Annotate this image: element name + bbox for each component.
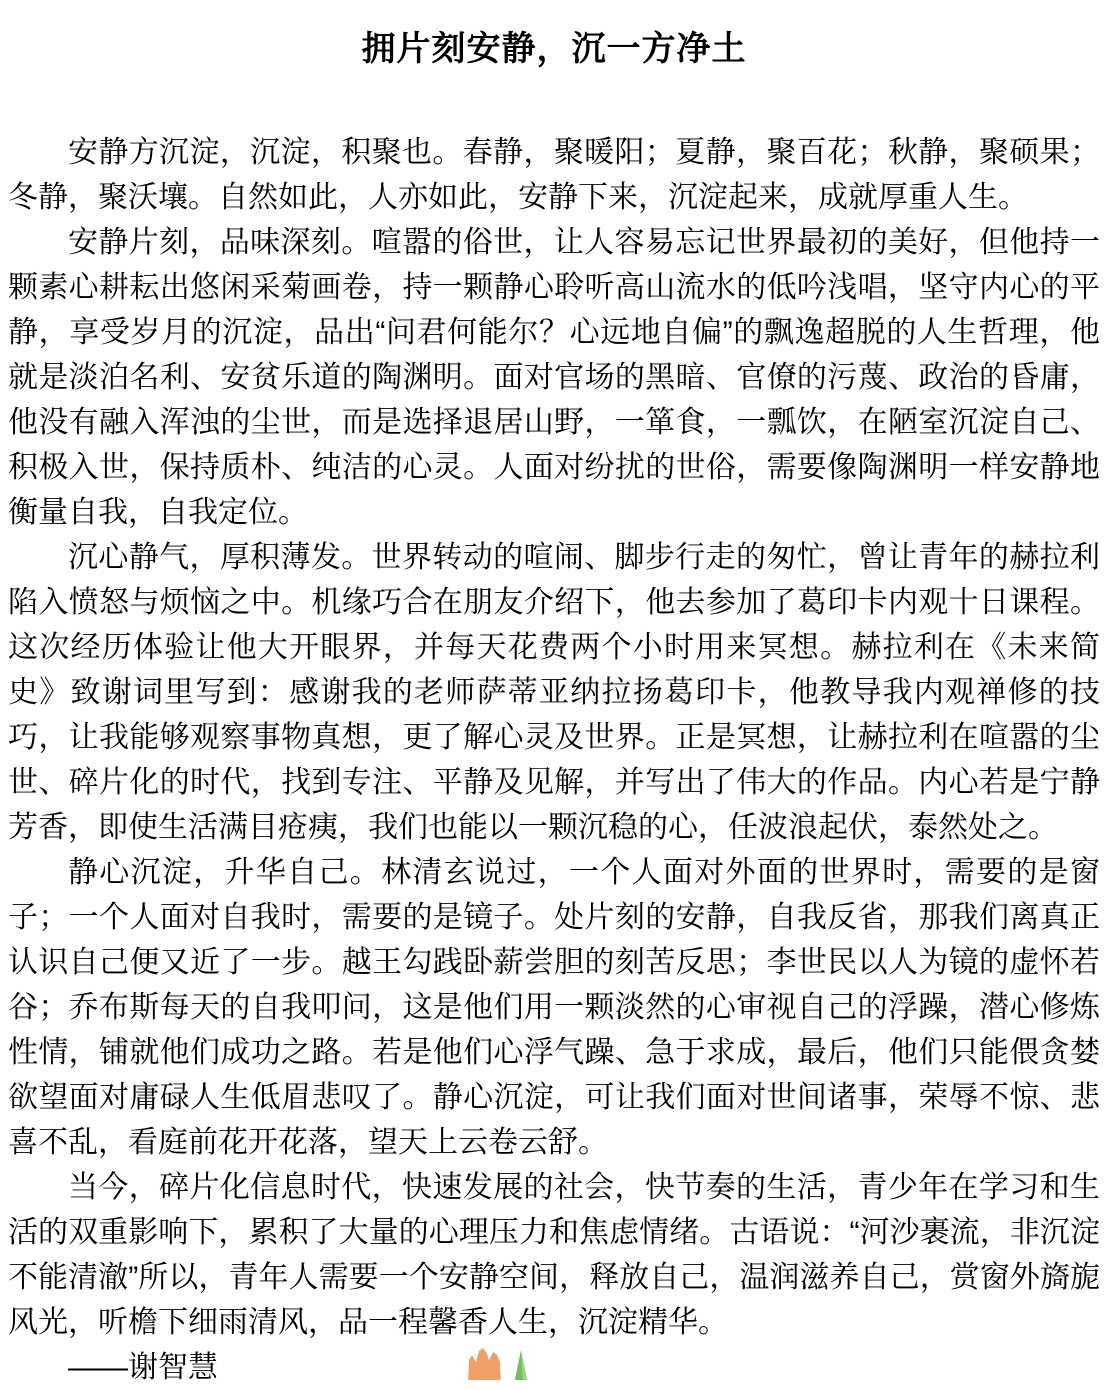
paragraph-2: 安静片刻，品味深刻。喧嚣的俗世，让人容易忘记世界最初的美好，但他持一颗素心耕耘出悠闲采菊画卷，持一颗静心聆听高山流水的低吟浅唱，坚守内心的平静，享受岁月的沉淀，品出“问君何能尔？心远地自偏”的飘逸超脱的人生哲理，他就是淡泊名利、安贫乐道的陶渊明。面对官场的黑暗、官僚的污蔑、政治的昏庸，他没有融入浑浊的尘世，而是选择退居山野，一箪食，一瓢饮，在陋室沉淀自己、积极入世，保持质朴、纯洁的心灵。人面对纷扰的世俗，需要像陶渊明一样安静地衡量自我，自我定位。 xyxy=(8,226,1100,529)
paragraph-3: 沉心静气，厚积薄发。世界转动的喧闹、脚步行走的匆忙，曾让青年的赫拉利陷入愤怒与烦恼之中。机缘巧合在朋友介绍下，他去参加了葛印卡内观十日课程。这次经历体验让他大开眼界，并每天花费两个小时用来冥想。赫拉利在《未来简史》致谢词里写到：感谢我的老师萨蒂亚纳拉扬葛印卡，他教导我内观禅修的技巧，让我能够观察事物真想，更了解心灵及世界。正是冥想，让赫拉利在喧嚣的尘世、碎片化的时代，找到专注、平静及见解，并写出了伟大的作品。内心若是宁静芳香，即使生活满目疮痍，我们也能以一颗沉稳的心，任波浪起伏，泰然处之。 xyxy=(8,541,1100,844)
paragraph-1: 安静方沉淀，沉淀，积聚也。春静，聚暖阳；夏静，聚百花；秋静，聚硕果；冬静，聚沃壤。自然如此，人亦如此，安静下来，沉淀起来，成就厚重人生。 xyxy=(8,136,1100,214)
tulip-icon xyxy=(468,1348,501,1380)
document-title: 拥片刻安静，沉一方净土 xyxy=(361,30,747,68)
paragraph-4: 静心沉淀，升华自己。林清玄说过，一个人面对外面的世界时，需要的是窗子；一个人面对自我时，需要的是镜子。处片刻的安静，自我反省，那我们离真正认识自己便又近了一步。越王勾践卧薪尝胆的刻苦反思；李世民以人为镜的虚怀若谷；乔布斯每天的自我叩问，这是他们用一颗淡然的心审视自己的浮躁，潜心修炼性情，铺就他们成功之路。若是他们心浮气躁、急于求成，最后，他们只能偎贪婪欲望面对庸碌人生低眉悲叹了。静心沉淀，可让我们面对世间诸事，荣辱不惊、悲喜不乱，看庭前花开花落，望天上云卷云舒。 xyxy=(8,856,1100,1159)
document-body xyxy=(8,130,1100,1390)
flower-decoration xyxy=(460,1340,544,1380)
paragraph-5: 当今，碎片化信息时代，快速发展的社会，快节奏的生活，青少年在学习和生活的双重影响下，累积了大量的心理压力和焦虑情绪。古语说：“河沙裹流，非沉淀不能清澈”所以，青年人需要一个安静空间，释放自己，温润滋养自己，赏窗外旖旎风光，听檐下细雨清风，品一程馨香人生，沉淀精华。 xyxy=(8,1171,1100,1339)
author-signature: ——谢智慧 xyxy=(68,1351,218,1384)
